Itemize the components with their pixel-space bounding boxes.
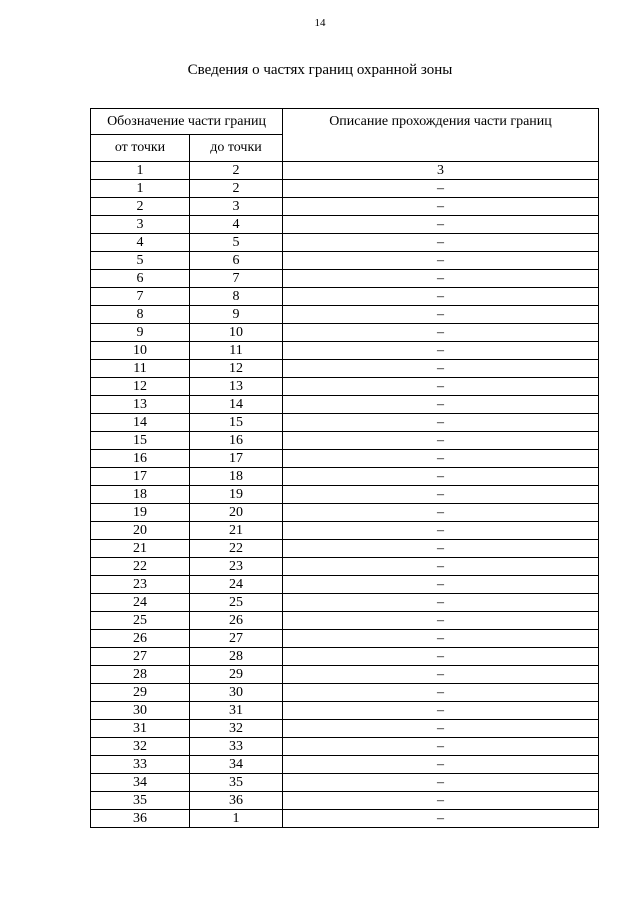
cell-from-point: 9	[91, 324, 190, 342]
cell-from-point: 5	[91, 252, 190, 270]
table-row	[91, 234, 599, 252]
cell-description: –	[283, 396, 599, 414]
cell-to-point: 17	[190, 450, 283, 468]
table-row	[91, 306, 599, 324]
table-row	[91, 324, 599, 342]
cell-to-point: 24	[190, 576, 283, 594]
table-row	[91, 432, 599, 450]
boundary-table	[90, 108, 599, 828]
cell-to-point: 23	[190, 558, 283, 576]
table-row	[91, 648, 599, 666]
cell-description: –	[283, 684, 599, 702]
cell-description: –	[283, 540, 599, 558]
cell-from-point: 36	[91, 810, 190, 828]
cell-description: –	[283, 360, 599, 378]
table-row	[91, 360, 599, 378]
cell-to-point: 25	[190, 594, 283, 612]
table-row	[91, 252, 599, 270]
cell-description: –	[283, 180, 599, 198]
cell-description: –	[283, 432, 599, 450]
table-body	[91, 180, 599, 828]
cell-from-point: 10	[91, 342, 190, 360]
cell-to-point: 15	[190, 414, 283, 432]
cell-to-point: 9	[190, 306, 283, 324]
cell-description: –	[283, 756, 599, 774]
header-to-point: до точки	[190, 135, 283, 162]
cell-description: –	[283, 414, 599, 432]
table-row	[91, 270, 599, 288]
cell-from-point: 4	[91, 234, 190, 252]
cell-from-point: 24	[91, 594, 190, 612]
cell-to-point: 26	[190, 612, 283, 630]
cell-to-point: 29	[190, 666, 283, 684]
cell-description: –	[283, 288, 599, 306]
cell-description: –	[283, 612, 599, 630]
document-title: Сведения о частях границ охранной зоны	[187, 62, 453, 78]
table-row	[91, 702, 599, 720]
cell-description: –	[283, 648, 599, 666]
cell-from-point: 33	[91, 756, 190, 774]
cell-description: –	[283, 468, 599, 486]
cell-to-point: 7	[190, 270, 283, 288]
cell-to-point: 8	[190, 288, 283, 306]
cell-description: –	[283, 774, 599, 792]
table-row	[91, 540, 599, 558]
table-row	[91, 288, 599, 306]
cell-from-point: 1	[91, 180, 190, 198]
table-row	[91, 414, 599, 432]
cell-from-point: 14	[91, 414, 190, 432]
cell-description: –	[283, 252, 599, 270]
cell-from-point: 6	[91, 270, 190, 288]
table-row	[91, 396, 599, 414]
cell-from-point: 19	[91, 504, 190, 522]
table-row	[91, 720, 599, 738]
table-row	[91, 216, 599, 234]
cell-from-point: 15	[91, 432, 190, 450]
cell-to-point: 33	[190, 738, 283, 756]
cell-from-point: 17	[91, 468, 190, 486]
cell-to-point: 11	[190, 342, 283, 360]
cell-description: –	[283, 810, 599, 828]
table-row	[91, 576, 599, 594]
cell-description: –	[283, 720, 599, 738]
cell-to-point: 28	[190, 648, 283, 666]
cell-from-point: 30	[91, 702, 190, 720]
cell-description: –	[283, 450, 599, 468]
cell-description: –	[283, 378, 599, 396]
cell-description: –	[283, 576, 599, 594]
cell-from-point: 21	[91, 540, 190, 558]
cell-description: –	[283, 792, 599, 810]
cell-to-point: 12	[190, 360, 283, 378]
table-row	[91, 450, 599, 468]
cell-to-point: 32	[190, 720, 283, 738]
table-row	[91, 486, 599, 504]
cell-description: –	[283, 702, 599, 720]
cell-to-point: 36	[190, 792, 283, 810]
cell-from-point: 12	[91, 378, 190, 396]
table-row	[91, 504, 599, 522]
cell-description: –	[283, 234, 599, 252]
cell-to-point: 6	[190, 252, 283, 270]
cell-description: –	[283, 558, 599, 576]
cell-to-point: 30	[190, 684, 283, 702]
cell-description: –	[283, 216, 599, 234]
column-number: 1	[91, 162, 190, 180]
cell-from-point: 34	[91, 774, 190, 792]
cell-to-point: 4	[190, 216, 283, 234]
header-from-point: от точки	[91, 135, 190, 162]
table-row	[91, 594, 599, 612]
cell-from-point: 28	[91, 666, 190, 684]
table-row	[91, 738, 599, 756]
cell-to-point: 13	[190, 378, 283, 396]
cell-description: –	[283, 342, 599, 360]
table-row	[91, 792, 599, 810]
column-number: 3	[283, 162, 599, 180]
table-row	[91, 378, 599, 396]
cell-from-point: 11	[91, 360, 190, 378]
cell-description: –	[283, 324, 599, 342]
cell-from-point: 23	[91, 576, 190, 594]
table-row	[91, 684, 599, 702]
cell-from-point: 2	[91, 198, 190, 216]
cell-description: –	[283, 738, 599, 756]
cell-to-point: 2	[190, 180, 283, 198]
cell-to-point: 35	[190, 774, 283, 792]
cell-description: –	[283, 504, 599, 522]
table-row	[91, 774, 599, 792]
cell-description: –	[283, 486, 599, 504]
cell-from-point: 7	[91, 288, 190, 306]
table-row	[91, 468, 599, 486]
cell-to-point: 10	[190, 324, 283, 342]
cell-from-point: 26	[91, 630, 190, 648]
cell-to-point: 14	[190, 396, 283, 414]
cell-to-point: 22	[190, 540, 283, 558]
table-row	[91, 522, 599, 540]
cell-description: –	[283, 198, 599, 216]
cell-description: –	[283, 522, 599, 540]
header-description: Описание прохождения части границ	[283, 109, 599, 162]
table-row	[91, 180, 599, 198]
column-number: 2	[190, 162, 283, 180]
cell-to-point: 18	[190, 468, 283, 486]
cell-from-point: 22	[91, 558, 190, 576]
table-row	[91, 198, 599, 216]
table-row	[91, 810, 599, 828]
cell-from-point: 25	[91, 612, 190, 630]
cell-from-point: 16	[91, 450, 190, 468]
cell-to-point: 31	[190, 702, 283, 720]
table-row	[91, 612, 599, 630]
cell-description: –	[283, 270, 599, 288]
cell-from-point: 32	[91, 738, 190, 756]
table-row	[91, 756, 599, 774]
cell-to-point: 1	[190, 810, 283, 828]
column-number-row	[91, 162, 599, 180]
cell-from-point: 13	[91, 396, 190, 414]
cell-to-point: 27	[190, 630, 283, 648]
cell-to-point: 20	[190, 504, 283, 522]
cell-to-point: 19	[190, 486, 283, 504]
cell-description: –	[283, 594, 599, 612]
cell-from-point: 27	[91, 648, 190, 666]
table-row	[91, 558, 599, 576]
cell-from-point: 8	[91, 306, 190, 324]
cell-from-point: 35	[91, 792, 190, 810]
cell-description: –	[283, 630, 599, 648]
cell-to-point: 3	[190, 198, 283, 216]
cell-from-point: 20	[91, 522, 190, 540]
table-row	[91, 630, 599, 648]
cell-from-point: 31	[91, 720, 190, 738]
cell-to-point: 5	[190, 234, 283, 252]
cell-description: –	[283, 306, 599, 324]
header-boundary-part: Обозначение части границ	[91, 109, 283, 135]
page-number: 14	[314, 17, 326, 29]
cell-to-point: 21	[190, 522, 283, 540]
table-row	[91, 342, 599, 360]
cell-from-point: 3	[91, 216, 190, 234]
table-row	[91, 666, 599, 684]
cell-to-point: 34	[190, 756, 283, 774]
cell-to-point: 16	[190, 432, 283, 450]
cell-from-point: 18	[91, 486, 190, 504]
cell-from-point: 29	[91, 684, 190, 702]
cell-description: –	[283, 666, 599, 684]
